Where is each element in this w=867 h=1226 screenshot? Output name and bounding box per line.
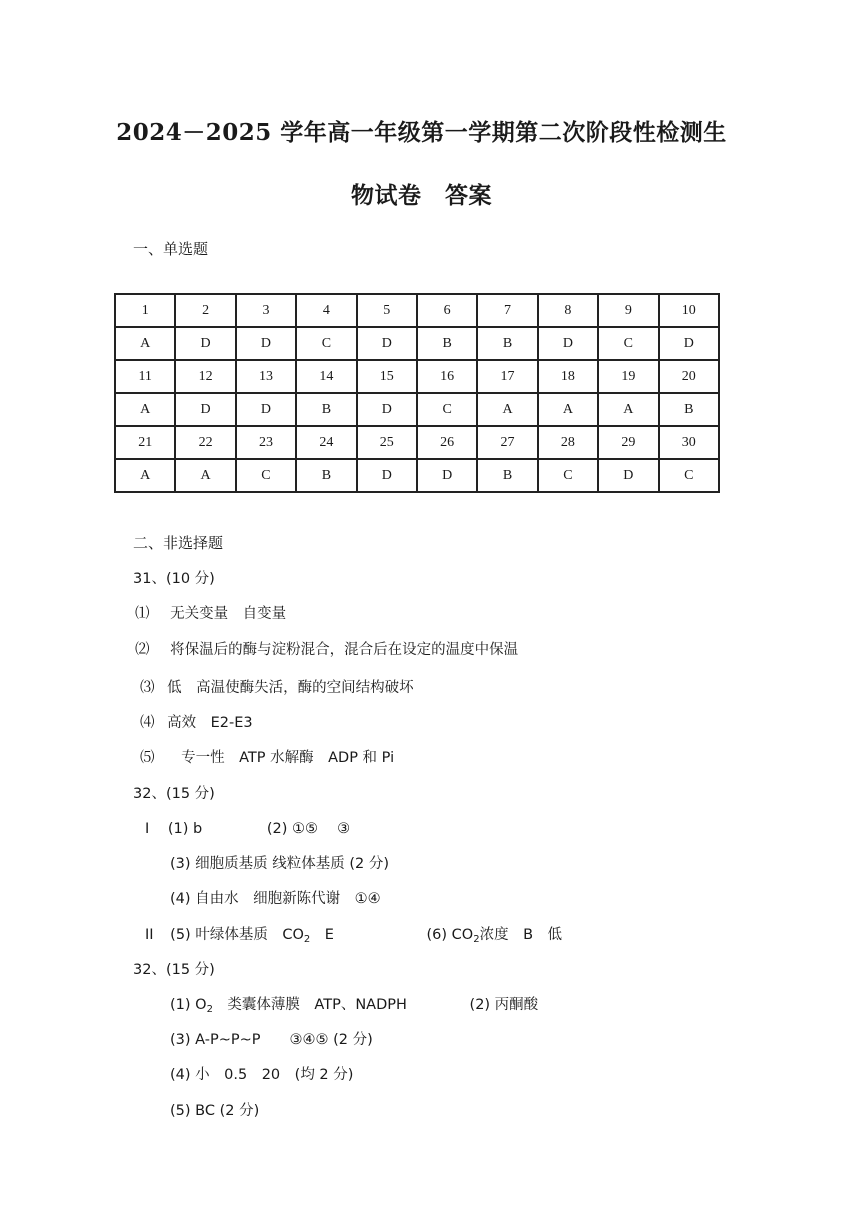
q33-line-2: (3) A-P~P~P ③④⑤ (2 分): [170, 1032, 373, 1048]
question-number-cell: 24: [296, 426, 356, 459]
answer-cell: D: [236, 393, 296, 426]
page-title-continued: 物试卷 答案: [351, 182, 492, 209]
question-number-cell: 21: [115, 426, 175, 459]
q32-answer-2: (2) ①⑤ ③: [266, 821, 351, 837]
answer-cell: D: [357, 327, 417, 360]
answer-cell: B: [417, 327, 477, 360]
q32-line-2: (3) 细胞质基质 线粒体基质 (2 分): [170, 856, 390, 872]
question-number-cell: 13: [236, 360, 296, 393]
q32-answer-5: [170, 923, 334, 945]
q31-line-4: [140, 711, 253, 732]
answer-cell: C: [659, 459, 719, 492]
answer-table: [114, 293, 720, 493]
q32-heading: 32、(15 分): [133, 786, 215, 802]
q31-line-4-number: ⑷: [140, 715, 155, 731]
q32-answer-6-rest: 浓度 B 低: [479, 927, 563, 943]
q32-answer-1: (1) b: [167, 821, 203, 837]
question-number-cell: 7: [477, 294, 537, 327]
question-number-cell: 26: [417, 426, 477, 459]
q31-line-5: [140, 746, 394, 767]
answer-cell: B: [296, 393, 356, 426]
question-number-cell: 17: [477, 360, 537, 393]
q33-answer-2: (2) 丙酮酸: [469, 997, 539, 1013]
answer-cell: A: [115, 393, 175, 426]
q32-answer-6-text: (6) CO: [426, 927, 474, 943]
question-number-cell: 10: [659, 294, 719, 327]
question-number-cell: 1: [115, 294, 175, 327]
answer-cell: D: [357, 459, 417, 492]
q31-line-3: [140, 676, 414, 697]
question-number-cell: 27: [477, 426, 537, 459]
answer-cell: B: [296, 459, 356, 492]
answer-cell: C: [538, 459, 598, 492]
q33-heading: 32、(15 分): [133, 962, 215, 978]
q31-line-2-text: 将保温后的酶与淀粉混合，混合后在设定的温度中保温: [170, 642, 519, 658]
answer-cell: D: [236, 327, 296, 360]
answer-cell: C: [598, 327, 658, 360]
q32-part-roman-1: I: [145, 821, 150, 837]
question-number-cell: 6: [417, 294, 477, 327]
question-number-cell: 11: [115, 360, 175, 393]
q33-answer-1-subscript: 2: [206, 1004, 213, 1015]
question-number-cell: 4: [296, 294, 356, 327]
question-number-cell: 29: [598, 426, 658, 459]
q31-line-5-text: 专一性 ATP 水解酶 ADP 和 Pi: [181, 750, 395, 766]
answer-cell: A: [115, 459, 175, 492]
q32-answer-5-subscript: 2: [303, 934, 311, 945]
answer-row: [115, 393, 719, 426]
answer-cell: B: [477, 459, 537, 492]
q32-answer-5-text: (5) 叶绿体基质 CO: [170, 927, 304, 943]
page-title: 2024－2025 学年高一年级第一学期第二次阶段性检测生: [116, 119, 727, 146]
q33-answer-1-text: (1) O: [170, 997, 207, 1013]
question-number-cell: 9: [598, 294, 658, 327]
q31-line-4-text: 高效 E2-E3: [167, 715, 253, 731]
question-number-cell: 16: [417, 360, 477, 393]
question-number-cell: 5: [357, 294, 417, 327]
q31-line-5-number: ⑸: [140, 750, 155, 766]
answer-cell: A: [477, 393, 537, 426]
answer-cell: B: [659, 393, 719, 426]
q32-answer-6: [427, 923, 563, 945]
q33-line-1: [170, 993, 538, 1015]
q31-line-1: [135, 602, 286, 623]
question-number-cell: 2: [175, 294, 235, 327]
answer-cell: D: [538, 327, 598, 360]
answer-cell: D: [659, 327, 719, 360]
answer-cell: D: [357, 393, 417, 426]
answer-cell: B: [477, 327, 537, 360]
question-number-cell: 19: [598, 360, 658, 393]
question-number-cell: 12: [175, 360, 235, 393]
question-number-cell: 14: [296, 360, 356, 393]
q31-line-2: [135, 638, 518, 659]
q31-line-2-number: ⑵: [135, 642, 150, 658]
question-number-cell: 8: [538, 294, 598, 327]
q32-answer-5-rest: E: [310, 927, 334, 943]
answer-cell: A: [598, 393, 658, 426]
answer-cell: C: [417, 393, 477, 426]
answer-cell: A: [538, 393, 598, 426]
question-number-cell: 20: [659, 360, 719, 393]
q31-line-3-number: ⑶: [140, 680, 155, 696]
answer-row: [115, 459, 719, 492]
question-number-cell: 3: [236, 294, 296, 327]
section-single-choice-heading: 一、单选题: [133, 240, 209, 258]
question-number-cell: 18: [538, 360, 598, 393]
q31-line-1-text: 无关变量 自变量: [170, 606, 287, 622]
q32-line-3: (4) 自由水 细胞新陈代谢 ①④: [170, 891, 381, 907]
answer-cell: D: [175, 393, 235, 426]
q33-answer-1-rest: 类囊体薄膜 ATP、NADPH: [212, 997, 407, 1013]
question-number-cell: 30: [659, 426, 719, 459]
answer-cell: C: [296, 327, 356, 360]
q31-line-3-text: 低 高温使酶失活，酶的空间结构破坏: [167, 680, 414, 696]
q33-answer-1: [170, 993, 407, 1015]
q31-heading: 31、(10 分): [133, 571, 215, 587]
q31-line-1-number: ⑴: [135, 606, 150, 622]
section-non-choice-heading: 二、非选择题: [133, 534, 224, 552]
q32-answer-6-subscript: 2: [473, 934, 480, 945]
answer-cell: D: [417, 459, 477, 492]
answer-cell: A: [175, 459, 235, 492]
question-number-row: [115, 426, 719, 459]
question-number-row: [115, 360, 719, 393]
q32-part-roman-2: II: [145, 927, 154, 943]
q33-line-4: (5) BC (2 分): [170, 1103, 260, 1119]
answer-cell: D: [175, 327, 235, 360]
question-number-row: [115, 294, 719, 327]
question-number-cell: 28: [538, 426, 598, 459]
question-number-cell: 15: [357, 360, 417, 393]
q33-line-3: (4) 小 0.5 20 (均 2 分): [170, 1067, 354, 1083]
question-number-cell: 23: [236, 426, 296, 459]
q32-line-1: [145, 817, 350, 838]
answer-cell: D: [598, 459, 658, 492]
question-number-cell: 25: [357, 426, 417, 459]
answer-cell: C: [236, 459, 296, 492]
answer-cell: A: [115, 327, 175, 360]
q32-line-4: [145, 923, 562, 945]
answer-row: [115, 327, 719, 360]
question-number-cell: 22: [175, 426, 235, 459]
